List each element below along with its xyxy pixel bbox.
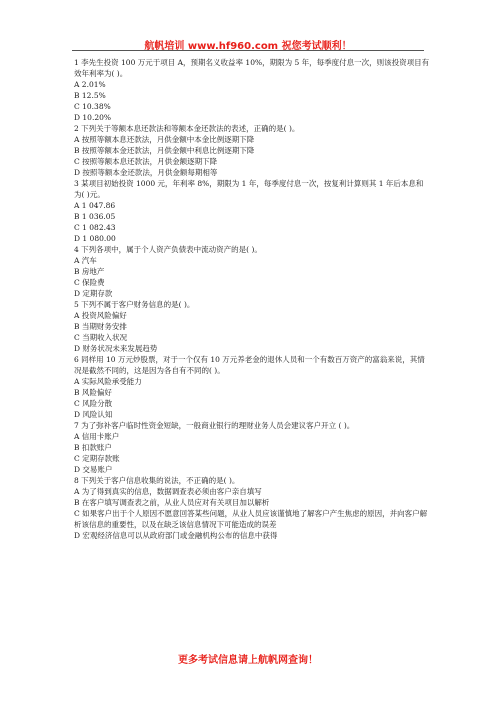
question-5-option-b: B 当期财务安排 xyxy=(74,322,127,331)
question-6-option-d: D 风险认知 xyxy=(74,410,113,419)
question-4-stem: 4 下列各项中，属于个人资产负债表中流动资产的是( )。 xyxy=(74,245,262,254)
question-3-option-a: A 1 047.86 xyxy=(74,201,116,210)
question-8-option-c: C 如果客户出于个人原因不愿意回答某些问题，从业人员应该谨慎地了解客户产生焦虑的原因，并向客户解析该信息的重要性，以及在缺乏该信息情况下可能造成的误差 xyxy=(74,509,428,529)
question-1-option-c: C 10.38% xyxy=(74,102,111,111)
question-5-option-a: A 投资风险偏好 xyxy=(74,311,127,320)
question-4-option-d: D 定期存款 xyxy=(74,289,113,298)
question-2-stem: 2 下列关于等额本息还款法和等额本金还款法的表述，正确的是( )。 xyxy=(74,124,300,133)
question-4-option-a: A 汽车 xyxy=(74,256,97,265)
question-2-option-b: B 按照等额本金还款法，月供金额中利息比例逐期下降 xyxy=(74,146,255,155)
question-3-option-d: D 1 080.00 xyxy=(74,234,116,243)
question-6-option-c: C 风险分散 xyxy=(74,399,113,408)
question-1-option-d: D 10.20% xyxy=(74,113,111,122)
question-8-option-d: D 宏观经济信息可以从政府部门或金融机构公布的信息中获得 xyxy=(74,531,278,540)
question-7-option-d: D 交易账户 xyxy=(74,465,113,474)
question-5-option-d: D 财务状况未来发展趋势 xyxy=(74,344,158,353)
question-4-option-b: B 房地产 xyxy=(74,267,105,276)
question-5-option-c: C 当期收入状况 xyxy=(74,333,128,342)
question-7-stem: 7 为了弥补客户临时性资金短缺，一般商业银行的理财业务人员会建议客户开立 ( )。 xyxy=(74,421,355,430)
question-1-option-b: B 12.5% xyxy=(74,91,106,100)
question-3-option-b: B 1 036.05 xyxy=(74,212,116,221)
page-header: 航帆培训 www.hf960.com 祝您考试顺利！ xyxy=(144,41,352,52)
document-body xyxy=(74,57,430,541)
question-6-option-a: A 实际风险承受能力 xyxy=(74,377,142,386)
question-7-option-b: B 扣款账户 xyxy=(74,443,112,452)
question-6-option-b: B 风险偏好 xyxy=(74,388,112,397)
question-8-option-a: A 为了得到真实的信息，数据调查表必须由客户亲自填写 xyxy=(74,487,262,496)
question-2-option-a: A 按照等额本息还款法，月供金额中本金比例逐期下降 xyxy=(74,135,255,144)
question-8-stem: 8 下列关于客户信息收集的说法，不正确的是( )。 xyxy=(74,476,240,485)
question-4-option-c: C 保险费 xyxy=(74,278,105,287)
question-7-option-a: A 信用卡账户 xyxy=(74,432,120,441)
question-3-stem: 3 某项目初始投资 1000 元，年利率 8%，期限为 1 年，每季度付息一次，按复利计算则其 1 年后本息和为( )元。 xyxy=(74,179,424,199)
question-2-option-c: C 按照等额本息还款法，月供金额逐期下降 xyxy=(74,157,218,166)
question-8-option-b: B 在客户填写调查表之前，从业人员应对有关项目加以解析 xyxy=(74,498,270,507)
question-3-option-c: C 1 082.43 xyxy=(74,223,116,232)
question-7-option-c: C 定期存款账 xyxy=(74,454,120,463)
header-divider xyxy=(72,50,424,51)
question-5-stem: 5 下列不属于客户财务信息的是( )。 xyxy=(74,300,195,309)
question-2-option-d: D 按照等额本金还款法，月供金额每期相等 xyxy=(74,168,218,177)
question-1-stem: 1 李先生投资 100 万元于项目 A，预期名义收益率 10%，期限为 5 年，每季度付息一次，则该投资项目有效年利率为( )。 xyxy=(74,58,430,78)
page-footer: 更多考试信息请上航帆网查询！ xyxy=(178,655,318,666)
question-1-option-a: A 2.01% xyxy=(74,80,106,89)
question-6-stem: 6 同样用 10 万元炒股票，对于一个仅有 10 万元养老金的退休人员和一个有数百万资产的富翁来说，其情况是截然不同的，这是因为各自有不同的( )。 xyxy=(74,355,425,375)
